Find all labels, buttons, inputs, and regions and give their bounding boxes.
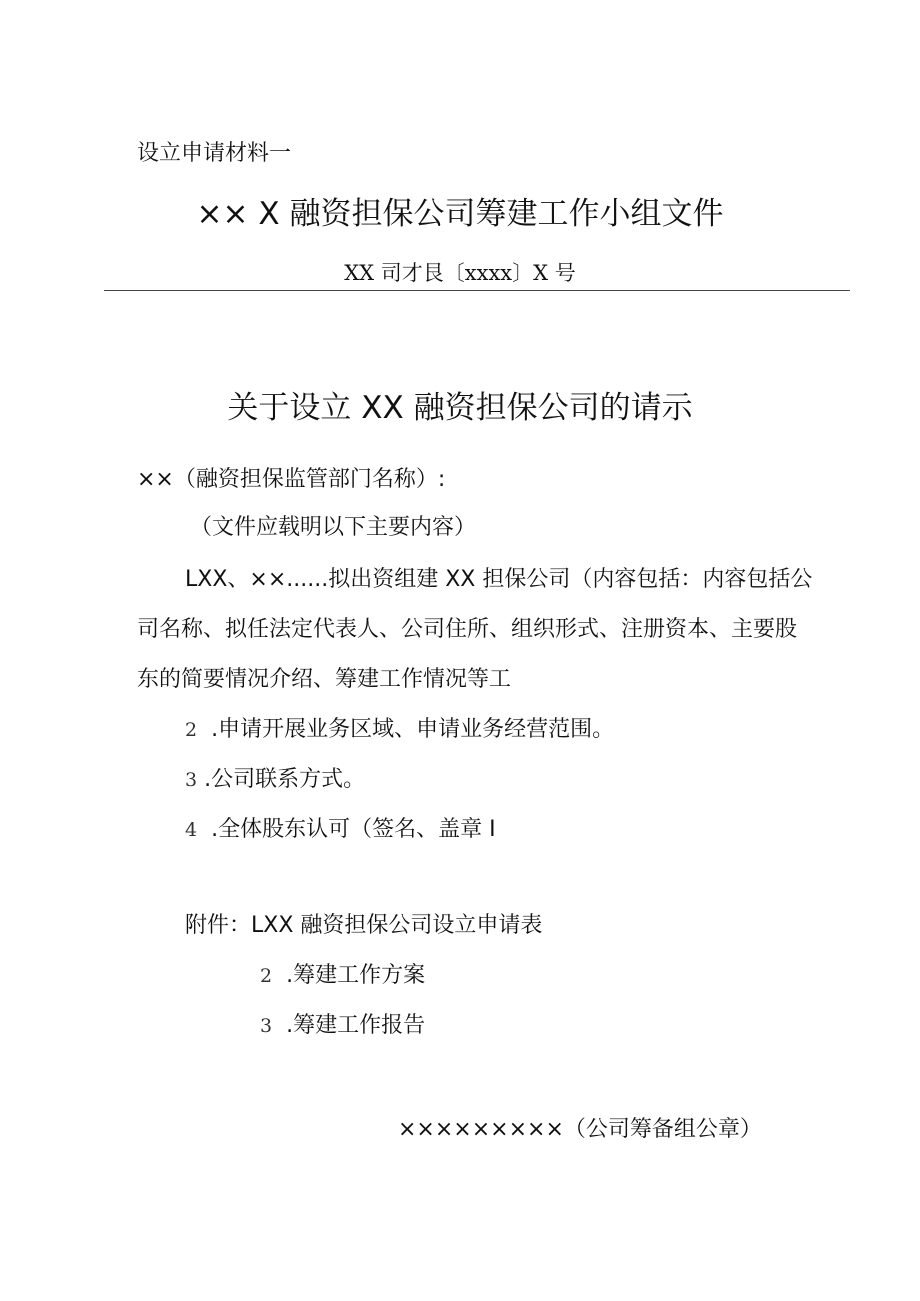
header-divider xyxy=(104,290,850,291)
item-3 xyxy=(185,762,365,793)
document-number: XX 司才艮〔xxxx〕X 号 xyxy=(344,261,576,285)
attachment-line-2 xyxy=(260,958,425,989)
signature-seal-line: ×××××××××（公司筹备组公章） xyxy=(398,1117,762,1142)
recipient-line: ××（融资担保监管部门名称）: xyxy=(137,467,446,492)
attachment-2-text: .筹建工作方案 xyxy=(286,963,426,988)
item-1-line-2: 司名称、拟任法定代表人、公司住所、组织形式、注册资本、主要股 xyxy=(137,617,798,642)
item-4-text: .全体股东认可（签名、盖章 I xyxy=(211,817,496,842)
attachment-2-number: 2 xyxy=(260,965,273,987)
item-4 xyxy=(185,812,496,843)
attachment-3-text: .筹建工作报告 xyxy=(286,1013,426,1038)
item-2-text: .申请开展业务区域、申请业务经营范围。 xyxy=(211,717,615,742)
attachment-line-1: 附件：LXX 融资担保公司设立申请表 xyxy=(185,913,543,938)
item-2 xyxy=(185,712,614,743)
item-2-number: 2 xyxy=(185,719,198,741)
material-label: 设立申请材料一 xyxy=(137,141,292,166)
item-3-number: 3 xyxy=(185,769,198,791)
item-1-line-3: 东的简要情况介绍、筹建工作情况等工 xyxy=(137,667,512,692)
item-3-text: .公司联系方式。 xyxy=(204,767,366,792)
attachment-line-3 xyxy=(260,1008,425,1039)
request-title: 关于设立 XX 融资担保公司的请示 xyxy=(227,390,693,426)
item-1-line-1: LXX、××......拟出资组建 XX 担保公司（内容包括：内容包括公 xyxy=(185,567,813,592)
attachment-3-number: 3 xyxy=(260,1015,273,1037)
content-note: （文件应载明以下主要内容） xyxy=(190,515,477,540)
item-4-number: 4 xyxy=(185,819,198,841)
group-document-title: ×× X 融资担保公司筹建工作小组文件 xyxy=(196,196,724,232)
